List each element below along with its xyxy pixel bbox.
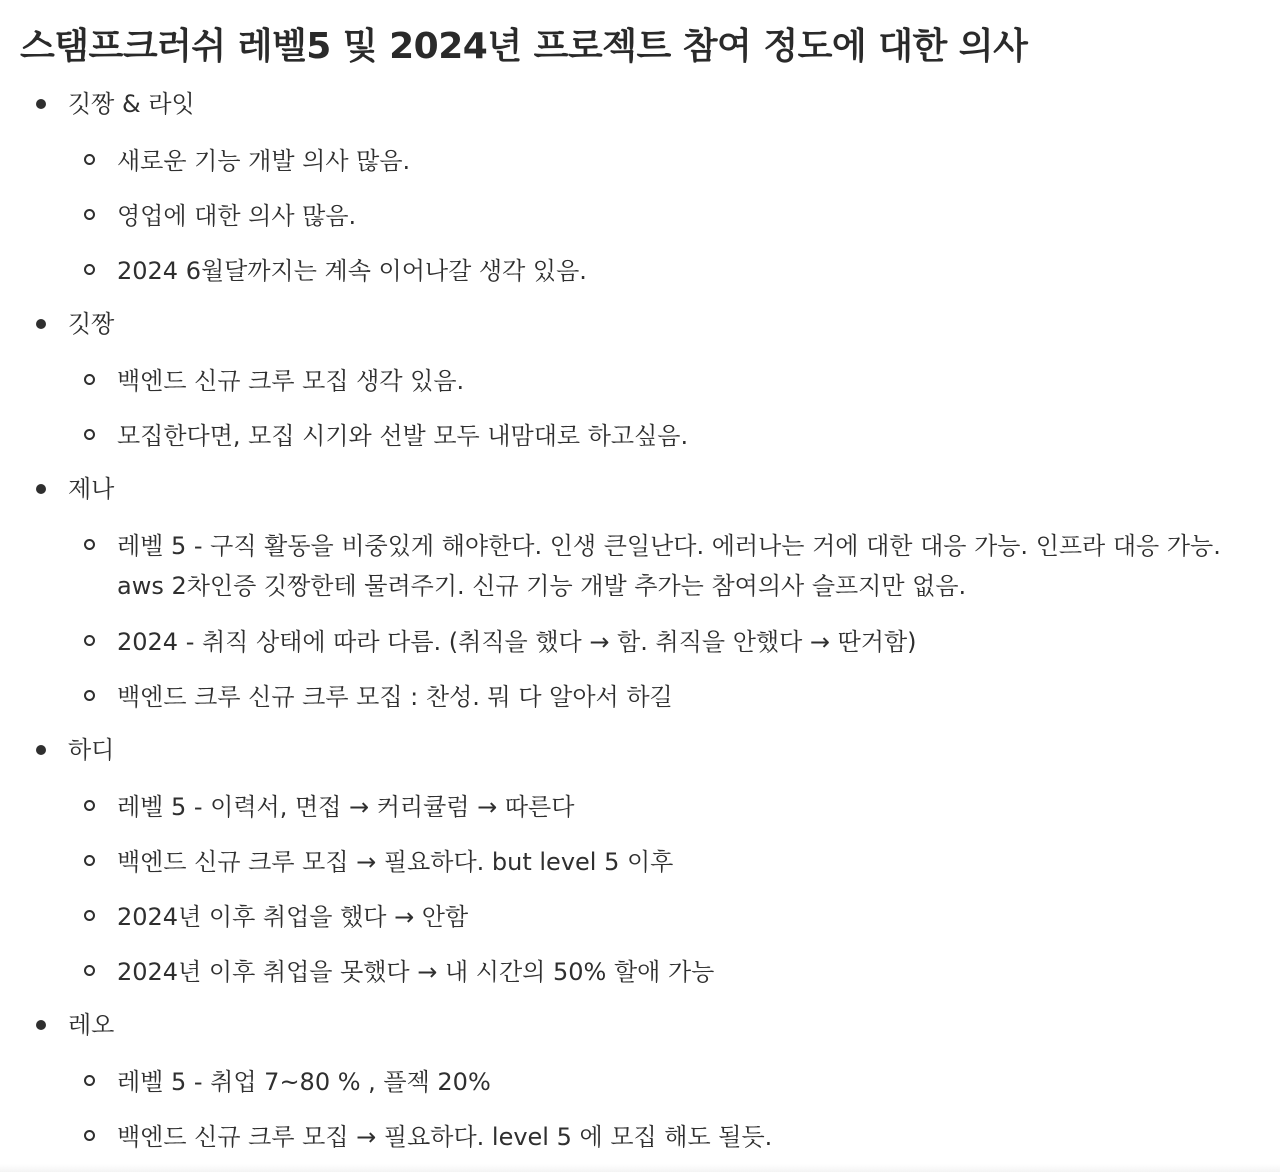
sub-list xyxy=(0,785,1280,1005)
sub-list xyxy=(0,1060,1280,1170)
list-item xyxy=(0,785,1280,840)
section-heading xyxy=(0,730,1280,785)
list-item xyxy=(0,194,1280,249)
list-item-section xyxy=(0,304,1280,469)
section-label: 제나 xyxy=(68,475,115,503)
section-label: 깃짱 xyxy=(68,310,115,338)
filled-bullet-icon xyxy=(36,745,46,755)
list-item-text: 레벨 5 - 구직 활동을 비중있게 해야한다. 인생 큰일난다. 에러나는 거에 대한 대응 가능. 인프라 대응 가능. aws 2차인증 깃짱한테 물려주기. 신규 기능 개발 추가는 참여의사 슬프지만 없음. xyxy=(117,532,1221,600)
section-label: 레오 xyxy=(68,1011,115,1039)
hollow-bullet-icon xyxy=(84,209,95,220)
section-label: 깃짱 & 라잇 xyxy=(68,90,195,118)
list-item-section xyxy=(0,730,1280,1005)
filled-bullet-icon xyxy=(36,484,46,494)
list-item-text: 2024 - 취직 상태에 따라 다름. (취직을 했다 → 함. 취직을 안했다 → 딴거함) xyxy=(117,628,917,656)
list-item-text: 백엔드 크루 신규 크루 모집 : 찬성. 뭐 다 알아서 하길 xyxy=(117,683,673,711)
sub-list xyxy=(0,139,1280,304)
page-title: 스탬프크러쉬 레벨5 및 2024년 프로젝트 참여 정도에 대한 의사 xyxy=(20,26,1028,67)
hollow-bullet-icon xyxy=(84,965,95,976)
filled-bullet-icon xyxy=(36,319,46,329)
list-item-section xyxy=(0,1005,1280,1170)
hollow-bullet-icon xyxy=(84,429,95,440)
top-level-list xyxy=(0,84,1280,1170)
hollow-bullet-icon xyxy=(84,800,95,811)
list-item-text: 백엔드 신규 크루 모집 → 필요하다. level 5 에 모집 해도 될듯. xyxy=(117,1123,773,1151)
list-item xyxy=(0,139,1280,194)
list-item xyxy=(0,1060,1280,1115)
hollow-bullet-icon xyxy=(84,635,95,646)
hollow-bullet-icon xyxy=(84,154,95,165)
list-item-text: 레벨 5 - 취업 7~80 % , 플젝 20% xyxy=(117,1068,491,1096)
hollow-bullet-icon xyxy=(84,690,95,701)
list-item xyxy=(0,675,1280,730)
list-item-text: 백엔드 신규 크루 모집 생각 있음. xyxy=(117,367,465,395)
sub-list xyxy=(0,524,1280,730)
list-item-text: 백엔드 신규 크루 모집 → 필요하다. but level 5 이후 xyxy=(117,848,674,876)
list-item-text: 2024년 이후 취업을 했다 → 안함 xyxy=(117,903,469,931)
hollow-bullet-icon xyxy=(84,1075,95,1086)
hollow-bullet-icon xyxy=(84,264,95,275)
list-item-text: 새로운 기능 개발 의사 많음. xyxy=(117,147,411,175)
list-item xyxy=(0,840,1280,895)
section-label: 하디 xyxy=(68,736,115,764)
list-item xyxy=(0,359,1280,414)
list-item xyxy=(0,620,1280,675)
list-item xyxy=(0,1115,1280,1170)
sub-list xyxy=(0,359,1280,469)
filled-bullet-icon xyxy=(36,99,46,109)
list-item-text: 모집한다면, 모집 시기와 선발 모두 내맘대로 하고싶음. xyxy=(117,422,689,450)
section-heading xyxy=(0,84,1280,139)
bullet-list xyxy=(0,84,1280,1170)
bottom-fade xyxy=(0,1164,1280,1172)
hollow-bullet-icon xyxy=(84,539,95,550)
list-item xyxy=(0,414,1280,469)
list-item-text: 레벨 5 - 이력서, 면접 → 커리큘럼 → 따른다 xyxy=(117,793,575,821)
section-heading xyxy=(0,1005,1280,1060)
list-item xyxy=(0,249,1280,304)
list-item-section xyxy=(0,84,1280,304)
hollow-bullet-icon xyxy=(84,374,95,385)
section-heading xyxy=(0,469,1280,524)
list-item xyxy=(0,895,1280,950)
hollow-bullet-icon xyxy=(84,910,95,921)
list-item-text: 2024년 이후 취업을 못했다 → 내 시간의 50% 할애 가능 xyxy=(117,958,715,986)
list-item xyxy=(0,524,1280,620)
hollow-bullet-icon xyxy=(84,855,95,866)
list-item xyxy=(0,950,1280,1005)
filled-bullet-icon xyxy=(36,1020,46,1030)
list-item-text: 영업에 대한 의사 많음. xyxy=(117,202,357,230)
list-item-text: 2024 6월달까지는 계속 이어나갈 생각 있음. xyxy=(117,257,587,285)
section-heading xyxy=(0,304,1280,359)
hollow-bullet-icon xyxy=(84,1130,95,1141)
list-item-section xyxy=(0,469,1280,730)
